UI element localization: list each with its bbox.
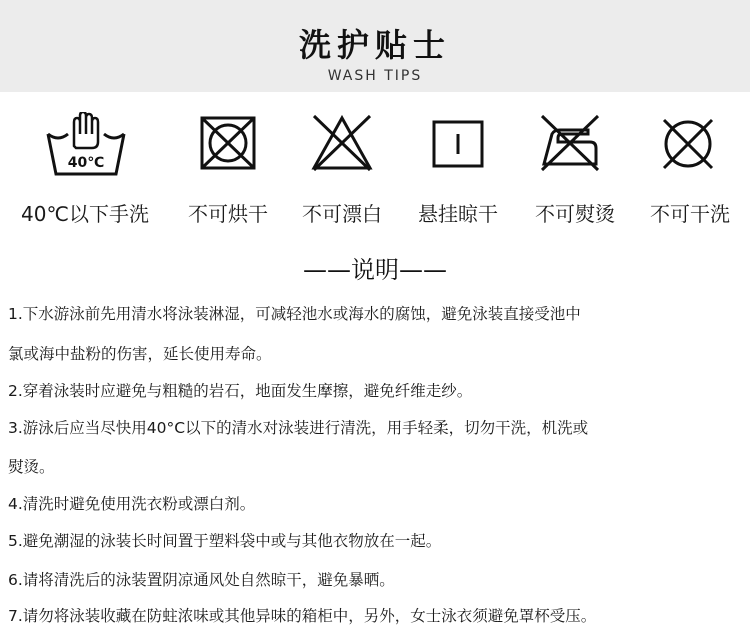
note-line: 氯或海中盐粉的伤害，延长使用寿命。 [8,345,272,363]
header-banner [0,0,750,92]
note-line: 5.避免潮湿的泳装长时间置于塑料袋中或与其他衣物放在一起。 [8,532,442,550]
wash-temp-label: 40℃ [67,155,105,171]
care-label-hand-wash: 40℃以下手洗 [21,202,149,226]
note-line: 6.请将清洗后的泳装置阴凉通风处自然晾干，避免暴晒。 [8,571,395,589]
hang-dry-icon [430,112,486,172]
note-line: 3.游泳后应当尽快用40°C以下的清水对泳装进行清洗，用手轻柔，切勿干洗，机洗或 [8,419,589,437]
no-bleach-icon [310,112,374,172]
note-line: 4.清洗时避免使用洗衣粉或漂白剂。 [8,495,256,513]
section-title: ——说明—— [303,256,447,284]
page-title: 洗护贴士 [298,26,451,64]
care-label-no-iron: 不可熨烫 [535,202,615,226]
note-line: 1.下水游泳前先用清水将泳装淋湿，可减轻池水或海水的腐蚀，避免泳装直接受池中 [8,305,581,323]
care-label-no-bleach: 不可漂白 [302,202,382,226]
note-line: 2.穿着泳装时应避免与粗糙的岩石，地面发生摩擦，避免纤维走纱。 [8,382,473,400]
care-label-no-dry-clean: 不可干洗 [650,202,730,226]
no-tumble-dry-icon [198,112,258,172]
hand-wash-40-icon [44,112,128,176]
care-label-hang-dry: 悬挂晾干 [418,202,498,226]
note-line: 7.请勿将泳装收藏在防蛀浓味或其他异味的箱柜中，另外，女士泳衣须避免罩杯受压。 [8,607,597,625]
note-line: 熨烫。 [8,458,55,476]
no-iron-icon [538,112,602,172]
care-label-no-tumble-dry: 不可烘干 [188,202,268,226]
page-subtitle: WASH TIPS [327,68,423,84]
no-dry-clean-icon [658,112,718,172]
